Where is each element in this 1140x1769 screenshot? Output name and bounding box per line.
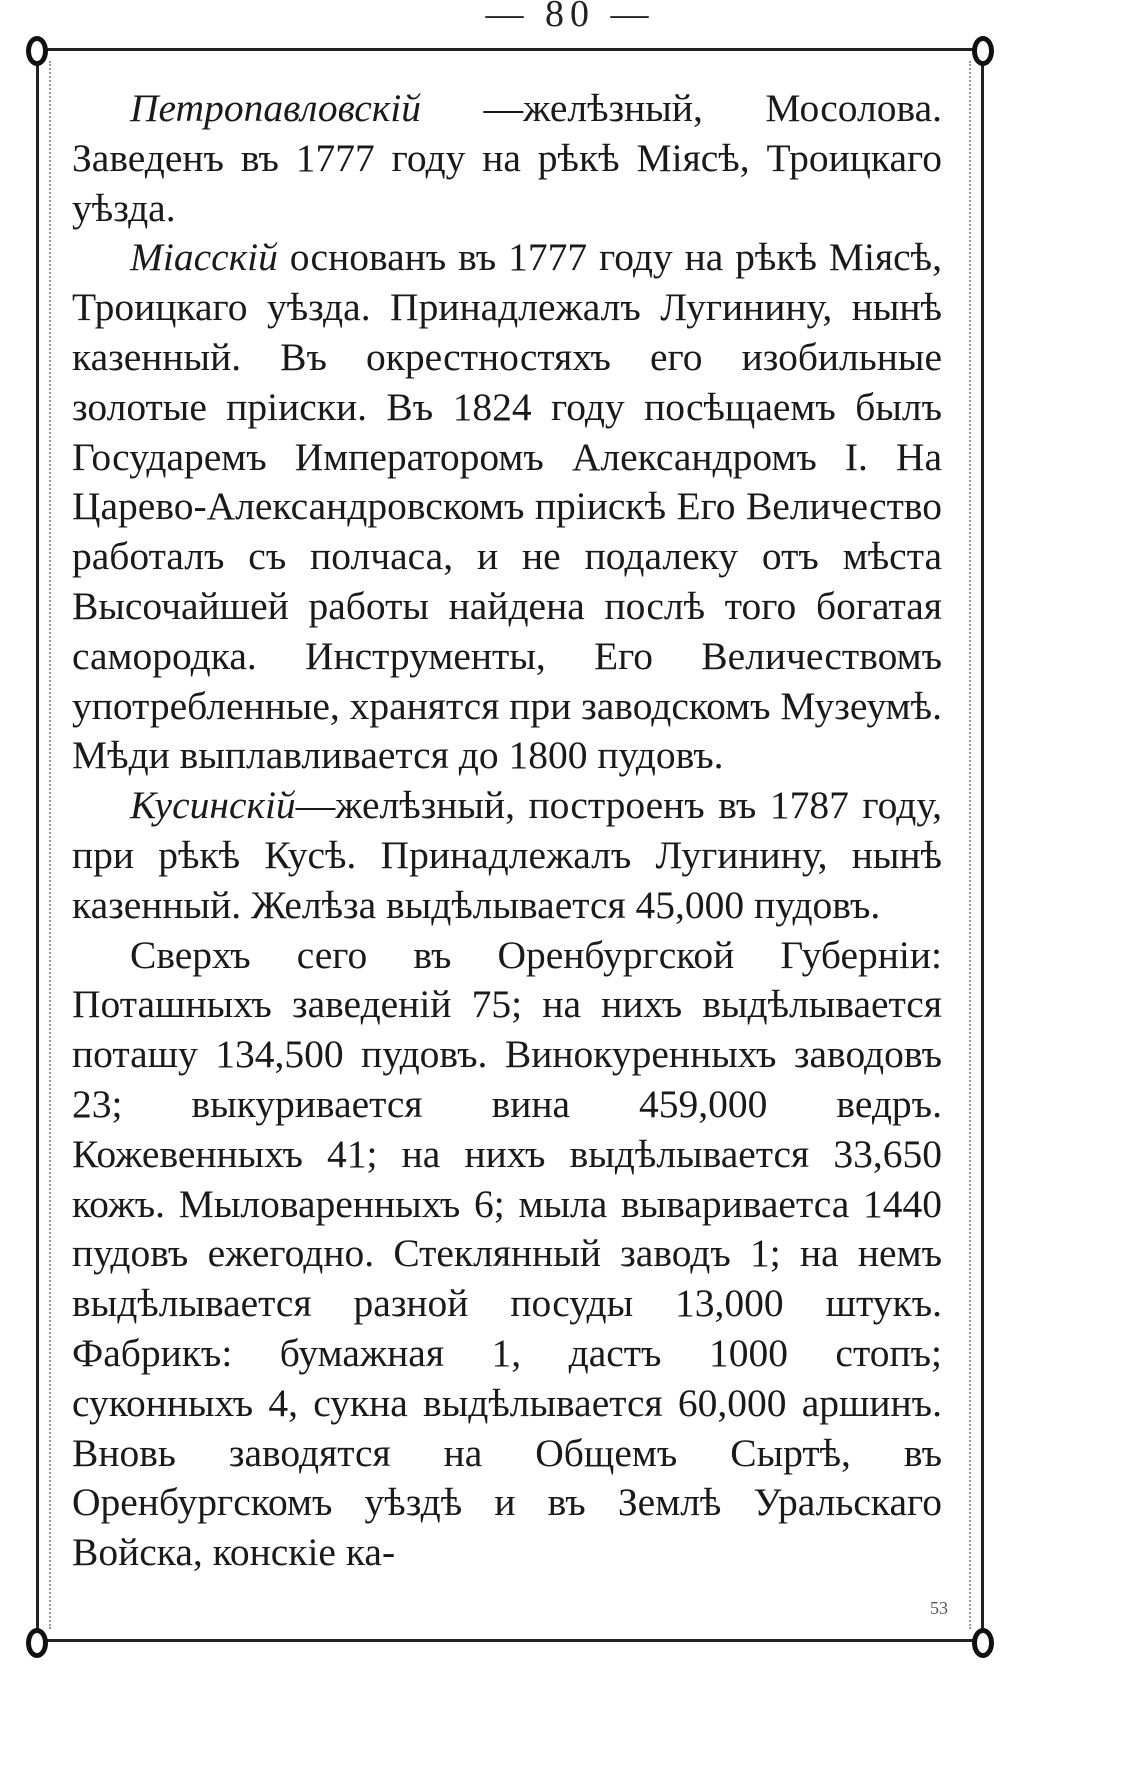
- page-number: — 80 —: [485, 0, 655, 35]
- factory-name: Кусинскій: [130, 783, 296, 828]
- paragraph-text: Сверхъ сего въ Оренбургской Губерніи: Поташныхъ заведеній 75; на нихъ выдѣлывается поташу 134,500 пудовъ. Винокуренныхъ заводовъ 23; выкуривается вина 459,000 ведръ. Кожевенныхъ 41; на нихъ выдѣлывается 33,650 кожъ. Мыловаренныхъ 6; мыла вывариваетса 1440 пудовъ ежегодно. Стеклянный заводъ 1; на немъ выдѣлывается разной посуды 13,000 штукъ. Фабрикъ: бумажная 1, дастъ 1000 стопъ; суконныхъ 4, сукна выдѣлывается 60,000 аршинъ. Вновь заводятся на Общемъ Сыртѣ, въ Оренбургскомъ уѣздѣ и въ Землѣ Уральскаго Войска, конскіе ка-: [72, 932, 942, 1575]
- paragraph-text: —желѣзный, Мосолова. Заведенъ въ 1777 году на рѣкѣ Міясѣ, Троицкаго уѣзда.: [72, 86, 942, 230]
- paragraph-text: основанъ въ 1777 году на рѣкѣ Міясѣ, Троицкаго уѣзда. Принадлежалъ Лугинину, нынѣ казенный. Въ окрестностяхъ его изобильные золотые пріиски. Въ 1824 году посѣщаемъ былъ Государемъ Императоромъ Александромъ I. На Царево-Александровскомъ пріискѣ Его Величество работалъ съ полчаса, и не подалеку отъ мѣста Высочайшей работы найдена послѣ того богатая самородка. Инструменты, Его Величествомъ употребленные, хранятся при заводскомъ Музеумѣ. Мѣди выплавливается до 1800 пудовъ.: [72, 235, 942, 778]
- corner-ornament-top-left: [26, 36, 48, 66]
- corner-page-mark: 53: [930, 1598, 948, 1618]
- paragraph-text: —желѣзный, построенъ въ 1787 году, при рѣкѣ Кусѣ. Принадлежалъ Лугинину, нынѣ казенный. Желѣза выдѣлывается 45,000 пудовъ.: [72, 783, 942, 927]
- paragraph-petropavlovsky: [72, 84, 942, 233]
- paragraph-miassky: [72, 233, 942, 781]
- corner-ornament-bottom-left: [26, 1628, 48, 1658]
- corner-ornament-bottom-right: [972, 1628, 994, 1658]
- paragraph-orenburg-summary: [72, 931, 942, 1578]
- text-block: [72, 84, 942, 1578]
- factory-name: Петропавловскій: [130, 86, 422, 130]
- paragraph-kusinsky: [72, 781, 942, 930]
- corner-ornament-top-right: [972, 36, 994, 66]
- factory-name: Міасскій: [130, 235, 278, 280]
